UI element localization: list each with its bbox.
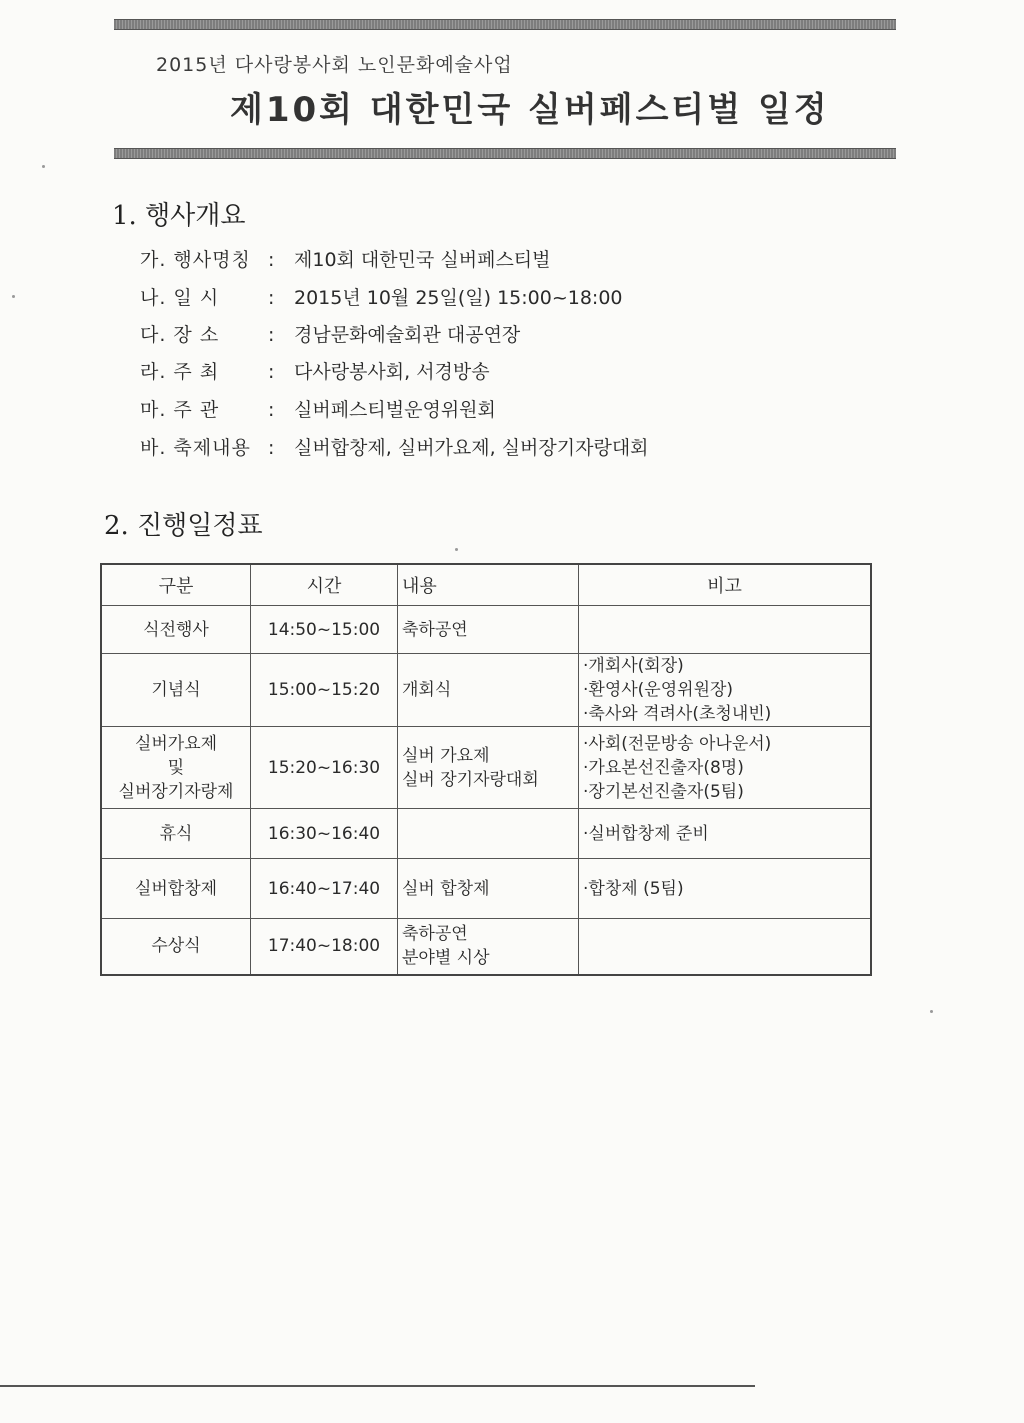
cell-notes [579,654,872,727]
overview-value: 실버합창제, 실버가요제, 실버장기자랑대회 [294,437,649,459]
cell-content [398,809,579,859]
overview-value: 다사랑봉사회, 서경방송 [294,361,490,383]
overview-colon: : [268,399,275,421]
cell-time: 15:20~16:30 [251,727,398,809]
cell-notes [579,727,872,809]
overview-label: 나. 일 시 [140,287,220,309]
cell-time: 16:30~16:40 [251,809,398,859]
cell-line: ·실버합창제 준비 [583,823,709,844]
cell-line: 식전행사 [143,619,209,640]
table-row [101,919,871,975]
header-time: 시간 [251,564,398,606]
schedule-table [100,563,872,976]
cell-line: ·장기본선진출자(5팀) [583,781,744,802]
scan-speck [930,1010,933,1013]
cell-time: 16:40~17:40 [251,859,398,919]
scan-speck [42,165,45,168]
cell-category [101,859,251,919]
cell-line: ·가요본선진출자(8명) [583,757,744,778]
cell-time: 17:40~18:00 [251,919,398,975]
cell-notes [579,606,872,654]
overview-label: 라. 주 최 [140,361,220,383]
cell-line: 축하공연 [402,924,468,945]
cell-line: 실버 합창제 [402,878,490,899]
overview-item [140,283,623,313]
overview-label: 다. 장 소 [140,324,220,346]
overview-value: 경남문화예술회관 대공연장 [294,324,521,346]
overview-colon: : [268,249,275,271]
cell-content [398,606,579,654]
overview-item [140,433,649,463]
overview-item [140,395,496,425]
overview-item [140,320,520,350]
cell-line: ·합창제 (5팀) [583,878,684,899]
cell-line: 실버 장기자랑대회 [402,769,539,790]
cell-line: 분야별 시상 [402,948,490,969]
table-header-row [101,564,871,606]
document-subtitle: 2015년 다사랑봉사회 노인문화예술사업 [156,54,513,76]
overview-item [140,357,490,387]
section-schedule-title: 2. 진행일정표 [104,511,263,541]
cell-line: 및 [167,757,185,778]
footer-rule [0,1385,755,1387]
cell-line: 기념식 [151,680,201,700]
cell-content [398,859,579,919]
document-title: 제10회 대한민국 실버페스티벌 일정 [230,90,830,130]
section-overview-title: 1. 행사개요 [112,201,246,231]
cell-time: 14:50~15:00 [251,606,398,654]
cell-line: 개회식 [402,680,452,700]
cell-content [398,727,579,809]
cell-line: 실버장기자랑제 [118,781,234,802]
overview-colon: : [268,287,275,309]
cell-line: 휴식 [159,823,193,844]
overview-label: 바. 축제내용 [140,437,251,459]
cell-line: 수상식 [151,936,201,957]
cell-notes [579,919,872,975]
overview-colon: : [268,437,275,459]
table-row [101,606,871,654]
overview-item [140,245,551,275]
table-row [101,809,871,859]
scan-speck [455,548,458,551]
cell-category [101,919,251,975]
cell-notes [579,859,872,919]
cell-line: 실버 가요제 [402,745,490,766]
schedule-body [101,606,871,975]
cell-category [101,727,251,809]
table-row [101,859,871,919]
header-top-rule [114,19,896,30]
header-content: 내용 [398,564,579,606]
overview-label: 마. 주 관 [140,399,220,421]
header-notes: 비고 [579,564,872,606]
cell-notes [579,809,872,859]
overview-value: 실버페스티벌운영위원회 [294,399,496,421]
cell-time: 15:00~15:20 [251,654,398,727]
cell-category [101,654,251,727]
cell-line: 실버합창제 [134,878,218,899]
cell-line: 축하공연 [402,619,468,640]
cell-line: 실버가요제 [134,733,218,754]
header-bottom-rule [114,148,896,159]
cell-category [101,606,251,654]
cell-content [398,654,579,727]
overview-colon: : [268,361,275,383]
cell-line: ·축사와 격려사(초청내빈) [583,704,772,724]
cell-category [101,809,251,859]
table-row [101,654,871,727]
cell-line: ·사회(전문방송 아나운서) [583,733,772,754]
scan-speck [12,295,15,298]
overview-label: 가. 행사명칭 [140,249,251,271]
cell-line: ·환영사(운영위원장) [583,680,734,700]
table-row [101,727,871,809]
cell-content [398,919,579,975]
overview-value: 2015년 10월 25일(일) 15:00~18:00 [294,287,623,309]
cell-line: ·개회사(회장) [583,656,684,676]
overview-value: 제10회 대한민국 실버페스티벌 [294,249,551,271]
header-category: 구분 [101,564,251,606]
overview-colon: : [268,324,275,346]
